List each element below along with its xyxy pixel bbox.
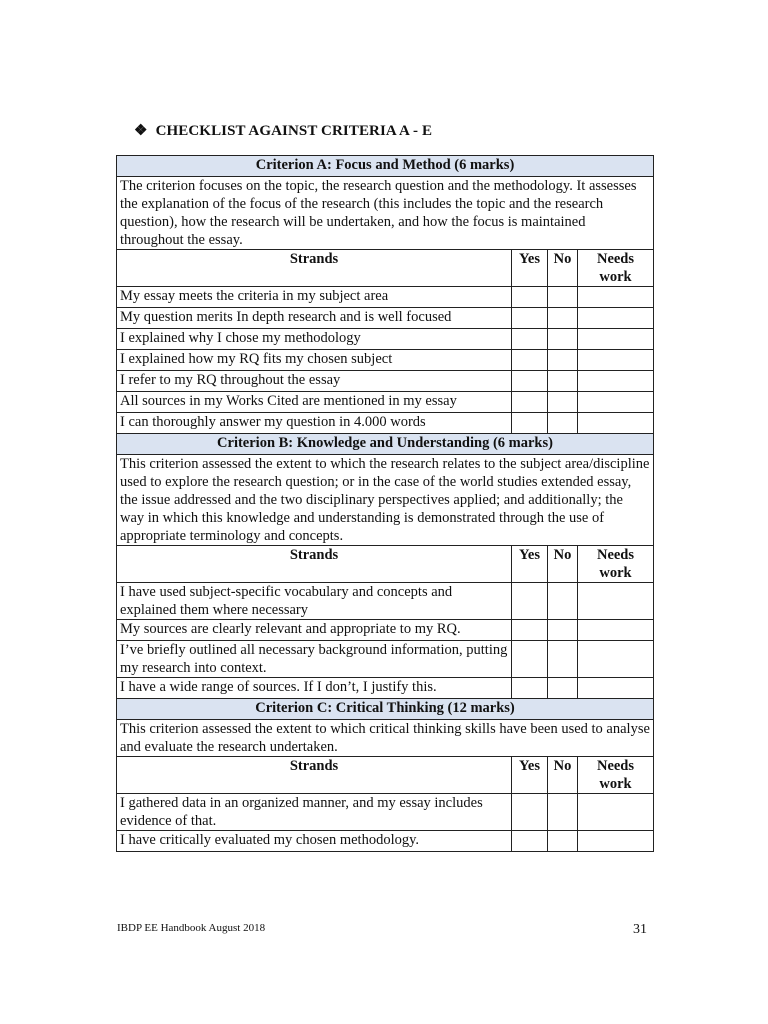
strands-column-header: Strands — [117, 546, 512, 583]
needs-work-column-header — [578, 757, 654, 794]
yes-column-header: Yes — [512, 757, 548, 794]
needs-work-checkbox-cell[interactable] — [578, 413, 654, 434]
heading-text: CHECKLIST AGAINST CRITERIA A - E — [155, 123, 433, 139]
criterion-description: This criterion assessed the extent to which critical thinking skills have been used to analyse and evaluate the research undertaken. — [117, 720, 654, 757]
strand-row — [117, 678, 654, 699]
yes-checkbox-cell[interactable] — [512, 392, 548, 413]
no-checkbox-cell[interactable] — [548, 308, 578, 329]
yes-checkbox-cell[interactable] — [512, 794, 548, 831]
strand-row — [117, 308, 654, 329]
yes-checkbox-cell[interactable] — [512, 831, 548, 852]
yes-checkbox-cell[interactable] — [512, 350, 548, 371]
criterion-header-row — [117, 156, 654, 177]
needs-work-checkbox-cell[interactable] — [578, 583, 654, 620]
no-checkbox-cell[interactable] — [548, 831, 578, 852]
needs-work-checkbox-cell[interactable] — [578, 329, 654, 350]
no-checkbox-cell[interactable] — [548, 329, 578, 350]
strand-row — [117, 413, 654, 434]
strand-text: I explained how my RQ fits my chosen subject — [117, 350, 512, 371]
strand-row — [117, 831, 654, 852]
yes-checkbox-cell[interactable] — [512, 413, 548, 434]
strand-text: I can thoroughly answer my question in 4.000 words — [117, 413, 512, 434]
criterion-description-row — [117, 720, 654, 757]
strand-text: My essay meets the criteria in my subject area — [117, 287, 512, 308]
strand-row — [117, 371, 654, 392]
no-column-header: No — [548, 546, 578, 583]
needs-work-checkbox-cell[interactable] — [578, 287, 654, 308]
needs-work-column-header — [578, 546, 654, 583]
no-checkbox-cell[interactable] — [548, 583, 578, 620]
strand-row — [117, 329, 654, 350]
needs-label: Needs — [596, 547, 635, 563]
yes-checkbox-cell[interactable] — [512, 641, 548, 678]
strand-row — [117, 641, 654, 678]
strand-text: All sources in my Works Cited are mentioned in my essay — [117, 392, 512, 413]
criterion-description: This criterion assessed the extent to which the research relates to the subject area/discipline used to explore the research question; or in the case of the world studies extended essay, the issue addressed and the two disciplinary perspectives applied; and additionally; the way in which this knowledge and understanding is demonstrated through the use of appropriate terminology and concepts. — [117, 455, 654, 546]
yes-column-header: Yes — [512, 250, 548, 287]
work-label: work — [599, 269, 632, 285]
strand-row — [117, 583, 654, 620]
strand-text: I have used subject-specific vocabulary and concepts and explained them where necessary — [117, 583, 512, 620]
strand-text: I have a wide range of sources. If I don’t, I justify this. — [117, 678, 512, 699]
criterion-description: The criterion focuses on the topic, the research question and the methodology. It assesses the explanation of the focus of the research (this includes the topic and the research question), how the research will be undertaken, and how the focus is maintained throughout the essay. — [117, 177, 654, 250]
strand-text: I explained why I chose my methodology — [117, 329, 512, 350]
yes-checkbox-cell[interactable] — [512, 583, 548, 620]
no-checkbox-cell[interactable] — [548, 287, 578, 308]
needs-label: Needs — [596, 251, 635, 267]
page-number: 31 — [633, 922, 647, 937]
strand-text: I have critically evaluated my chosen methodology. — [117, 831, 512, 852]
no-column-header: No — [548, 250, 578, 287]
strand-text: I refer to my RQ throughout the essay — [117, 371, 512, 392]
no-checkbox-cell[interactable] — [548, 371, 578, 392]
page-heading — [134, 121, 432, 140]
needs-work-checkbox-cell[interactable] — [578, 620, 654, 641]
work-label: work — [599, 776, 632, 792]
criterion-title: Criterion C: Critical Thinking (12 marks) — [117, 699, 654, 720]
strand-row — [117, 350, 654, 371]
criteria-checklist-table — [116, 155, 654, 852]
diamond-bullet-icon: ❖ — [134, 123, 148, 139]
strand-text: My sources are clearly relevant and appropriate to my RQ. — [117, 620, 512, 641]
needs-work-checkbox-cell[interactable] — [578, 794, 654, 831]
no-checkbox-cell[interactable] — [548, 413, 578, 434]
yes-checkbox-cell[interactable] — [512, 287, 548, 308]
no-checkbox-cell[interactable] — [548, 392, 578, 413]
strand-row — [117, 287, 654, 308]
needs-work-checkbox-cell[interactable] — [578, 641, 654, 678]
no-checkbox-cell[interactable] — [548, 794, 578, 831]
needs-work-checkbox-cell[interactable] — [578, 371, 654, 392]
no-checkbox-cell[interactable] — [548, 641, 578, 678]
yes-column-header: Yes — [512, 546, 548, 583]
no-checkbox-cell[interactable] — [548, 350, 578, 371]
criterion-header-row — [117, 434, 654, 455]
needs-work-column-header — [578, 250, 654, 287]
no-checkbox-cell[interactable] — [548, 620, 578, 641]
needs-work-checkbox-cell[interactable] — [578, 831, 654, 852]
no-column-header: No — [548, 757, 578, 794]
work-label: work — [599, 565, 632, 581]
strands-header-row — [117, 250, 654, 287]
strand-text: I’ve briefly outlined all necessary background information, putting my research into context. — [117, 641, 512, 678]
needs-work-checkbox-cell[interactable] — [578, 308, 654, 329]
needs-work-checkbox-cell[interactable] — [578, 350, 654, 371]
strands-header-row — [117, 757, 654, 794]
strands-header-row — [117, 546, 654, 583]
yes-checkbox-cell[interactable] — [512, 308, 548, 329]
yes-checkbox-cell[interactable] — [512, 371, 548, 392]
needs-work-checkbox-cell[interactable] — [578, 392, 654, 413]
yes-checkbox-cell[interactable] — [512, 329, 548, 350]
strand-row — [117, 794, 654, 831]
footer-handbook-label: IBDP EE Handbook August 2018 — [117, 922, 266, 934]
criterion-title: Criterion B: Knowledge and Understanding (6 marks) — [117, 434, 654, 455]
criterion-description-row — [117, 455, 654, 546]
strand-text: I gathered data in an organized manner, and my essay includes evidence of that. — [117, 794, 512, 831]
criterion-header-row — [117, 699, 654, 720]
strands-column-header: Strands — [117, 250, 512, 287]
yes-checkbox-cell[interactable] — [512, 620, 548, 641]
yes-checkbox-cell[interactable] — [512, 678, 548, 699]
strand-row — [117, 620, 654, 641]
strand-text: My question merits In depth research and is well focused — [117, 308, 512, 329]
needs-label: Needs — [596, 758, 635, 774]
needs-work-checkbox-cell[interactable] — [578, 678, 654, 699]
criterion-description-row — [117, 177, 654, 250]
criterion-title: Criterion A: Focus and Method (6 marks) — [117, 156, 654, 177]
strands-column-header: Strands — [117, 757, 512, 794]
strand-row — [117, 392, 654, 413]
no-checkbox-cell[interactable] — [548, 678, 578, 699]
